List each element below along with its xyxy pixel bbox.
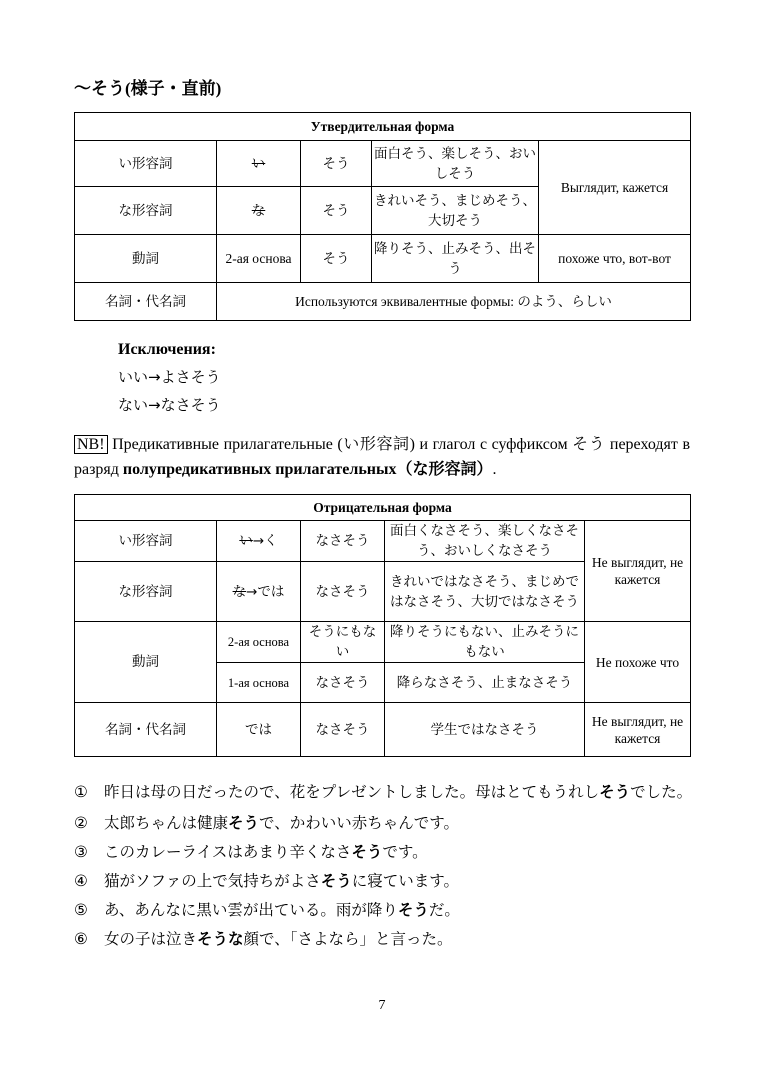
table1-row-label: 動詞 <box>75 235 217 283</box>
table2-naadj-ending <box>217 562 301 622</box>
example-sentence <box>74 867 694 896</box>
table2-iadj-label: い形容詞 <box>75 521 217 562</box>
sentence-number: ① <box>74 783 88 801</box>
nb-text: Предикативные прилагательные (い形容詞) и глагол с суффиксом そう переходят в разряд <box>74 436 690 478</box>
sentence-text: このカレーライスはあまり辛くなさ <box>104 843 352 861</box>
table2-verb-meaning: Не похоже что <box>585 622 691 703</box>
table2-naadj-label: な形容詞 <box>75 562 217 622</box>
sentence-text: 女の子は泣き <box>104 930 198 948</box>
table1-row-examples: きれいそう、まじめそう、大切そう <box>372 187 539 235</box>
table2-noun-examples: 学生ではなさそう <box>385 703 585 757</box>
struck-ending: い <box>239 533 253 549</box>
table2-verb-label: 動詞 <box>75 622 217 703</box>
table1-row-suffix: そう <box>301 235 372 283</box>
sentence-text: 猫がソファの上で気持ちがよさ <box>104 872 321 890</box>
table1-row-label: 名詞・代名詞 <box>75 283 217 321</box>
table2-verb-stem: 1-ая основа <box>217 663 301 703</box>
table2-noun-meaning: Не выглядит, не кажется <box>585 703 691 757</box>
struck-ending: な <box>232 583 247 600</box>
sentence-text: あ、あんなに黒い雲が出ている。雨が降り <box>104 901 398 919</box>
sentence-highlight: そう <box>351 843 383 861</box>
table1-row-ending: い <box>217 141 301 187</box>
table2-verb-suffix: なさそう <box>301 663 385 703</box>
sentence-number: ⑤ <box>74 901 88 919</box>
table1-row-meaning: похоже что, вот-вот <box>539 235 691 283</box>
sentence-number: ④ <box>74 872 88 890</box>
exception-item: いい→よさそう <box>118 368 221 386</box>
nb-badge: NB! <box>74 435 108 454</box>
table1-meaning-adj: Выглядит, кажется <box>539 141 691 235</box>
sentence-highlight: そう <box>397 901 429 919</box>
table1-header: Утвердительная форма <box>75 113 691 141</box>
sentence-number: ② <box>74 814 88 832</box>
negative-table <box>74 494 691 757</box>
sentence-highlight: そう <box>599 783 631 801</box>
page-number: 7 <box>378 998 386 1013</box>
nb-paragraph <box>74 432 690 482</box>
table2-verb-suffix: そうにもない <box>301 622 385 663</box>
exceptions-title: Исключения: <box>118 341 216 358</box>
affirmative-table <box>74 112 691 321</box>
section-title <box>74 74 221 99</box>
exception-item: ない→なさそう <box>118 396 221 414</box>
sentence-text: 太郎ちゃんは健康 <box>104 814 229 832</box>
table2-noun-suffix: なさそう <box>301 703 385 757</box>
sentence-text-end: で、かわいい赤ちゃんです。 <box>259 814 459 832</box>
table2-iadj-examples: 面白くなさそう、楽しくなさそう、おいしくなさそう <box>385 521 585 562</box>
exceptions <box>118 341 221 415</box>
table2-iadj-suffix: なさそう <box>301 521 385 562</box>
table1-row-ending: な <box>217 187 301 235</box>
table2-meaning-adj: Не выглядит, не кажется <box>585 521 691 622</box>
sentence-number: ⑥ <box>74 930 88 948</box>
table2-header: Отрицательная форма <box>75 495 691 521</box>
ending-tail: →く <box>252 533 278 549</box>
table2-naadj-examples: きれいではなさそう、まじめではなさそう、大切ではなさそう <box>385 562 585 622</box>
table2-naadj-suffix: なさそう <box>301 562 385 622</box>
table1-row-ending: 2-ая основа <box>217 235 301 283</box>
table2-noun-ending: では <box>217 703 301 757</box>
example-sentence <box>74 925 694 954</box>
table2-verb-examples: 降りそうにもない、止みそうにもない <box>385 622 585 663</box>
nb-text-end: . <box>492 461 497 478</box>
sentence-text-end: だ。 <box>428 901 460 919</box>
sentence-number: ③ <box>74 843 88 861</box>
sentence-highlight: そうな <box>197 930 244 948</box>
sentence-highlight: そう <box>320 872 352 890</box>
table2-verb-stem: 2-ая основа <box>217 622 301 663</box>
table2-verb-examples: 降らなさそう、止まなさそう <box>385 663 585 703</box>
sentence-text-end: です。 <box>382 843 428 861</box>
sentence-text-end: 顔で、「さよなら」と言った。 <box>243 930 453 948</box>
table2-iadj-ending <box>217 521 301 562</box>
table1-row-note: Используются эквивалентные формы: のよう、らしい <box>217 283 691 321</box>
sentence-text-end: に寝ています。 <box>351 872 459 890</box>
example-sentence <box>74 838 694 867</box>
table1-row-suffix: そう <box>301 141 372 187</box>
sentence-text-end: でした。 <box>630 783 693 801</box>
example-sentence <box>74 778 694 807</box>
table1-row-examples: 降りそう、止みそう、出そう <box>372 235 539 283</box>
example-sentence <box>74 809 694 838</box>
table1-row-examples: 面白そう、楽しそう、おいしそう <box>372 141 539 187</box>
table1-row-suffix: そう <box>301 187 372 235</box>
table1-row-label: い形容詞 <box>75 141 217 187</box>
example-sentences <box>74 778 694 954</box>
nb-bold-text: полупредикативных прилагательных（な形容詞） <box>122 461 493 478</box>
sentence-highlight: そう <box>228 814 260 832</box>
ending-tail: →では <box>246 583 285 600</box>
sentence-text: 昨日は母の日だったので、花をプレゼントしました。母はとてもうれし <box>104 783 600 801</box>
title-paren: (様子・直前) <box>125 79 222 98</box>
table1-row-label: な形容詞 <box>75 187 217 235</box>
title-main: 〜そう <box>74 79 125 99</box>
table2-noun-label: 名詞・代名詞 <box>75 703 217 757</box>
example-sentence <box>74 896 694 925</box>
